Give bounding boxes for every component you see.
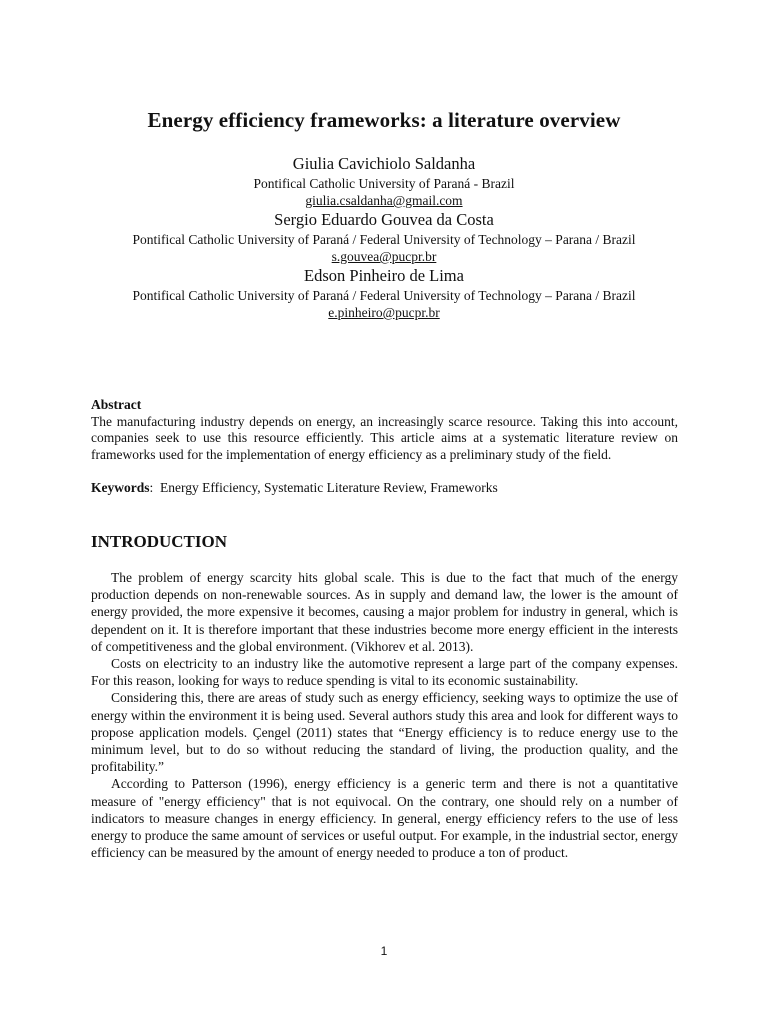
author-name: Edson Pinheiro de Lima bbox=[304, 266, 464, 285]
keywords-line bbox=[91, 480, 678, 497]
author-affiliation: Pontifical Catholic University of Paraná / Federal University of Technology – Parana / Brazil bbox=[132, 232, 636, 247]
introduction-body bbox=[91, 569, 678, 861]
abstract-section bbox=[91, 397, 678, 463]
author-name: Giulia Cavichiolo Saldanha bbox=[292, 154, 476, 173]
abstract-text: The manufacturing industry depends on energy, an increasingly scarce resource. Taking this into account, companies seek to use this resource efficiently. This article aims at a systematic literature review on frameworks used for the implementation of energy efficiency as a preliminary study of the field. bbox=[91, 413, 678, 462]
author-name: Sergio Eduardo Gouvea da Costa bbox=[274, 210, 494, 229]
body-paragraph: Considering this, there are areas of study such as energy efficiency, seeking ways to optimize the use of energy within the environment it is being used. Several authors study this area and look for different ways to propose application models. Çengel (2011) states that “Energy efficiency is to reduce energy use to the minimum level, but to do so without reducing the standard of living, the production quality, and the profitability.” bbox=[91, 690, 678, 775]
author-email-link[interactable]: giulia.csaldanha@gmail.com bbox=[305, 193, 463, 208]
keywords-separator: : bbox=[149, 480, 161, 495]
introduction-heading: INTRODUCTION bbox=[91, 532, 228, 551]
keywords-text: Energy Efficiency, Systematic Literature Review, Frameworks bbox=[160, 480, 498, 495]
paper-title: Energy efficiency frameworks: a literature overview bbox=[147, 108, 621, 133]
author-block bbox=[60, 153, 708, 321]
body-paragraph: The problem of energy scarcity hits global scale. This is due to the fact that much of the energy production depends on non-renewable sources. As in supply and demand law, the lower is the amount of energy provided, the more expensive it becomes, causing a major problem for industry in general, which is dependent on it. It is therefore important that these industries become more energy efficient in the interests of competitiveness and the global environment. (Vikhorev et al. 2013). bbox=[91, 570, 678, 654]
abstract-heading: Abstract bbox=[91, 397, 142, 412]
author-email-link[interactable]: s.gouvea@pucpr.br bbox=[331, 249, 437, 264]
body-paragraph: According to Patterson (1996), energy efficiency is a generic term and there is not a quantitative measure of "energy efficiency" that is not equivocal. On the contrary, one should rely on a number of indicators to measure changes in energy efficiency. In general, energy efficiency refers to the use of less energy to produce the same amount of services or useful output. For example, in the industrial sector, energy efficiency can be measured by the amount of energy needed to produce a ton of product. bbox=[91, 776, 678, 861]
author-affiliation: Pontifical Catholic University of Paraná - Brazil bbox=[253, 176, 515, 191]
author-email-link[interactable]: e.pinheiro@pucpr.br bbox=[328, 305, 440, 320]
body-paragraph: Costs on electricity to an industry like the automotive represent a large part of the company expenses. For this reason, looking for ways to reduce spending is vital to its economic sustainability. bbox=[91, 656, 678, 689]
page-number: 1 bbox=[380, 944, 388, 958]
keywords-label: Keywords bbox=[91, 480, 150, 495]
author-affiliation: Pontifical Catholic University of Paraná / Federal University of Technology – Parana / Brazil bbox=[132, 288, 636, 303]
